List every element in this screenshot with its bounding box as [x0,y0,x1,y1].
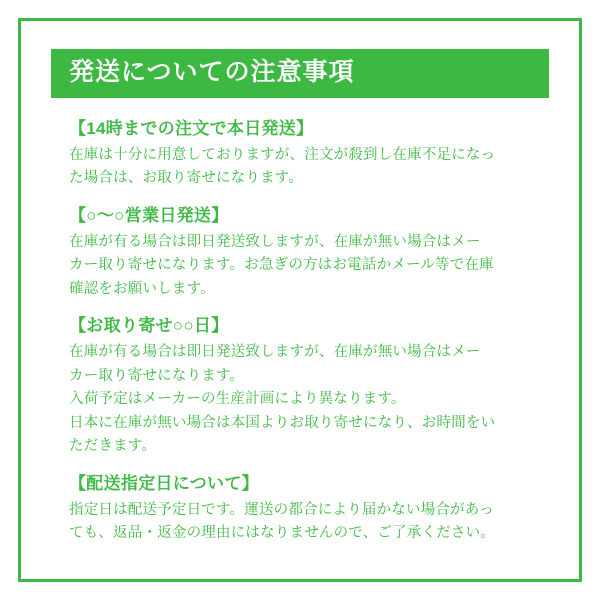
body-line: カー取り寄せになります。お急ぎの方はお電話かメール等で在庫 [69,257,494,274]
body-line: カー取り寄せになります。 [69,367,245,384]
body-line: 指定日は配送予定日です。運送の都合により届かない場合があっ [69,501,494,518]
section-heading: 【お取り寄せ○○日】 [69,316,229,336]
section-same-day-shipping [51,118,549,191]
body-line: 在庫は十分に用意しておりますが、注文が殺到し在庫不足になっ [69,146,496,163]
body-line: ても、返品・返金の理由にはなりませんので、ご了承ください。 [69,525,496,542]
section-business-day-shipping [51,205,549,302]
body-line: 在庫が有る場合は即日発送致しますが、在庫が無い場合はメー [69,344,481,361]
section-body [69,231,549,301]
body-line: ただきます。 [69,438,157,455]
section-delivery-date [51,473,549,546]
section-body [69,144,549,191]
section-heading: 【○〜○営業日発送】 [69,205,229,225]
page-title: 発送についての注意事項 [51,49,549,98]
section-body [69,341,549,458]
section-backorder [51,315,549,459]
document-content [21,21,579,579]
green-border-frame [18,18,582,582]
body-line: 入荷予定はメーカーの生産計画により異なります。 [69,391,406,408]
body-line: た場合は、お取り寄せになります。 [69,170,304,187]
body-line: 確認をお願いします。 [69,280,215,297]
section-body [69,499,549,546]
body-line: 日本に在庫が無い場合は本国よりお取り寄せになり、お時間をい [69,414,496,431]
section-heading: 【配送指定日について】 [69,473,259,493]
section-heading: 【14時までの注文で本日発送】 [69,118,314,138]
body-line: 在庫が有る場合は即日発送致しますが、在庫が無い場合はメー [69,233,481,250]
